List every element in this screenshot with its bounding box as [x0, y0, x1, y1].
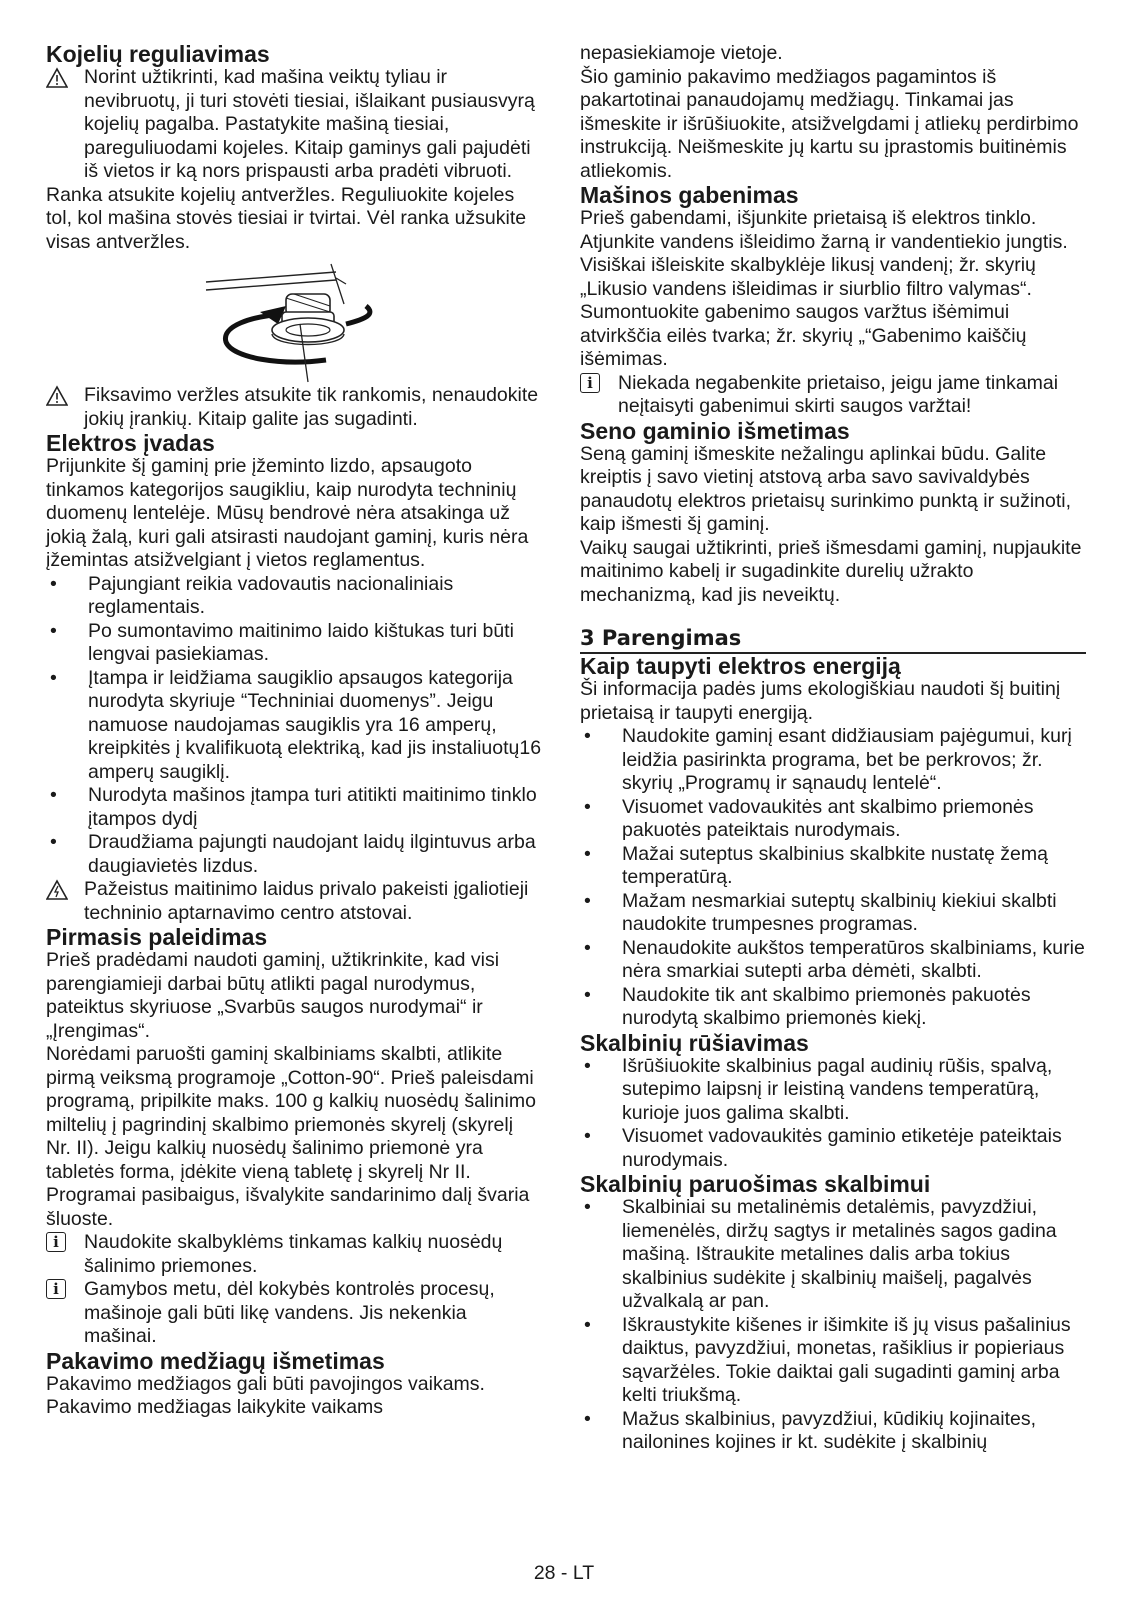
- bullet: •: [584, 1407, 591, 1430]
- list-item: • Visuomet vadovaukitės ant skalbimo priemonės pakuotės pateiktais nurodymais.: [580, 796, 1086, 843]
- paragraph: Prieš gabendami, išjunkite prietaisą iš elektros tinklo. Atjunkite vandens išleidimo žarną ir vandentiekio jungtis. Visiškai išleiskite skalbyklėje likusį vandenį; žr. skyrių „Likusio vandens išleidimas ir siurblio filtro valymas“. Sumontuokite gabenimo saugos varžtus išėmimui atvirkščia eilės tvarka; žr. skyrių „“Gabenimo kaiščių išėmimas.: [580, 207, 1068, 370]
- heading-old-product-disposal: Seno gaminio išmetimas: [580, 417, 850, 444]
- heading-first-use: Pirmasis paleidimas: [46, 924, 268, 950]
- warning-note: [46, 66, 543, 184]
- warning-triangle-icon: [46, 67, 68, 89]
- warning-text: Fiksavimo veržles atsukite tik rankomis, nenaudokite jokių įrankių. Kitaip galite jas sugadinti.: [84, 384, 539, 430]
- bullet: •: [584, 889, 591, 912]
- adjustable-foot-figure: [46, 254, 543, 384]
- bullet: •: [584, 936, 591, 959]
- heading-laundry-preparation: Skalbinių paruošimas skalbimui: [580, 1171, 931, 1197]
- bullet: •: [50, 666, 57, 689]
- heading-electrical-connection: Elektros įvadas: [46, 430, 215, 456]
- paragraph: Šio gaminio pakavimo medžiagos pagamintos iš pakartotinai panaudojamų medžiagų. Tinkamai jas išmeskite ir išrūšiuokite, atsižvelgdami į atliekų perdirbimo instrukciją. Neišmeskite jų kartu su įprastomis buitinėmis atliekomis.: [580, 65, 1079, 182]
- info-icon: i: [46, 1232, 66, 1252]
- list-item: • Nenaudokite aukštos temperatūros skalbiniams, kurie nėra smarkiai sutepti arba dėmėti, skalbti.: [580, 937, 1086, 984]
- list-item: • Išrūšiuokite skalbinius pagal audinių rūšis, spalvą, sutepimo laipsnį ir leistiną vandens temperatūrą, kurioje juos galima skalbti.: [580, 1055, 1086, 1126]
- electrical-warning-icon: [46, 879, 68, 901]
- list-item: • Pajungiant reikia vadovautis nacionaliniais reglamentais.: [46, 573, 543, 620]
- info-note: [46, 1231, 543, 1278]
- page-number: 28 - LT: [533, 1562, 595, 1584]
- bullet: •: [50, 831, 57, 853]
- bullet: •: [584, 842, 591, 865]
- warning-triangle-icon: [46, 385, 68, 407]
- warning-note: [46, 384, 543, 431]
- bullet: •: [584, 725, 591, 747]
- list-item: • Mažus skalbinius, pavyzdžiui, kūdikių kojinaites, nailonines kojines ir kt. sudėkite į skalbinių: [580, 1408, 1086, 1455]
- list-item: • Naudokite tik ant skalbimo priemonės pakuotės nurodytą skalbimo priemonės kiekį.: [580, 984, 1086, 1031]
- list-item: • Visuomet vadovaukitės gaminio etiketėje pateiktais nurodymais.: [580, 1125, 1086, 1172]
- bullet: •: [584, 1313, 591, 1336]
- heading-laundry-sorting: Skalbinių rūšiavimas: [580, 1029, 809, 1056]
- warning-text: Pažeistus maitinimo laidus privalo pakeisti įgaliotieji techninio aptarnavimo centro atstovai.: [84, 878, 529, 924]
- info-text: Gamybos metu, dėl kokybės kontrolės procesų, mašinoje gali būti likę vandens. Jis nekenkia mašinai.: [84, 1278, 495, 1347]
- paragraph: Vaikų saugai užtikrinti, prieš išmesdami gaminį, nupjaukite maitinimo kabelį ir sugadinkite durelių užrakto mechanizmą, kad jis neveiktų.: [580, 536, 1082, 606]
- bullet: •: [584, 1196, 591, 1218]
- list-item: • Draudžiama pajungti naudojant laidų ilgintuvus arba daugiavietės lizdus.: [46, 831, 543, 878]
- left-column: [46, 42, 543, 1420]
- list-item: • Naudokite gaminį esant didžiausiam pajėgumui, kurį leidžia pasirinkta programa, bet be perkrovos; žr. skyrių „Programų ir sąnaudų lentelė“.: [580, 725, 1086, 796]
- heading-foot-adjustment: Kojelių reguliavimas: [46, 41, 270, 67]
- bullet: •: [50, 572, 57, 595]
- list-item: • Iškraustykite kišenes ir išimkite iš jų visus pašalinius daiktus, pavyzdžiui, monetas, rašiklius ir popieriaus sąvaržėles. Tokie daiktai gali sugadinti gaminį arba kelti triukšmą.: [580, 1314, 1086, 1408]
- warning-text: Norint užtikrinti, kad mašina veiktų tyliau ir nevibruotų, ji turi stovėti tiesiai, išlaikant pusiausvyrą kojelių pagalba. Pastatykite mašiną tiesiai, pareguliuodami kojeles. Kitaip gaminys gali pajudėti iš vietos ir ką nors prispausti arba pradėti vibruoti.: [84, 66, 535, 182]
- paragraph: nepasiekiamoje vietoje.: [580, 42, 783, 64]
- paragraph: Seną gaminį išmeskite nežalingu aplinkai būdu. Galite kreiptis į savo vietinį atstovą arba savo savivaldybės panaudotų elektros prietaisų surinkimo punktą ir sužinoti, kaip išmesti šį gaminį.: [580, 442, 1072, 535]
- list-item: • Mažai suteptus skalbinius skalbkite nustatę žemą temperatūrą.: [580, 843, 1086, 890]
- bullet: •: [584, 795, 591, 818]
- heading-packaging-disposal: Pakavimo medžiagų išmetimas: [46, 1347, 385, 1374]
- bullet: •: [584, 1125, 591, 1147]
- bullet: •: [50, 619, 57, 642]
- list-item: • Skalbiniai su metalinėmis detalėmis, pavyzdžiui, liemenėlės, diržų sagtys ir metalinės sagos gadina mašiną. Ištraukite metalines dalis arba tokius skalbinius sudėkite į skalbinių maišelį, pagalvės užvalkalą ar pan.: [580, 1196, 1086, 1314]
- info-text: Niekada negabenkite prietaiso, jeigu jame tinkamai neįtaisyti gabenimui skirti saugos varžtai!: [618, 371, 1059, 417]
- paragraph: Prieš pradėdami naudoti gaminį, užtikrinkite, kad visi parengiamieji darbai būtų atlikti pagal nurodymus, pateiktus skyriuose „Svarbūs saugos nurodymai“ ir „Įrengimas“.: [46, 949, 500, 1042]
- bullet: •: [50, 784, 57, 806]
- heading-transport: Mašinos gabenimas: [580, 182, 799, 208]
- bullet: •: [584, 1054, 591, 1077]
- info-text: Naudokite skalbyklėms tinkamas kalkių nuosėdų šalinimo priemones.: [84, 1231, 503, 1277]
- bullet: •: [584, 983, 591, 1006]
- paragraph: Norėdami paruošti gaminį skalbiniams skalbti, atlikite pirmą veiksmą programoje „Cotton-90“. Prieš paleisdami programą, pripilkite maks. 100 g kalkių nuosėdų šalinimo miltelių į pagrindinį skalbimo priemonės skyrelį (skyrelį Nr. II). Jeigu kalkių nuosėdų šalinimo priemonė yra tabletės forma, įdėkite vieną tabletę į skyrelį Nr II. Programai pasibaigus, išvalykite sandarinimo dalį švaria šluoste.: [46, 1043, 536, 1230]
- foot-adjustment-illustration: [46, 254, 543, 384]
- paragraph: Ranka atsukite kojelių antveržles. Reguliuokite kojeles tol, kol mašina stovės tiesiai ir tvirtai. Vėl ranka užsukite visas antveržles.: [46, 183, 527, 253]
- list-item: • Mažam nesmarkiai suteptų skalbinių kiekiui skalbti naudokite trumpesnes programas.: [580, 890, 1086, 937]
- info-icon: i: [580, 373, 600, 393]
- paragraph: Prijunkite šį gaminį prie įžeminto lizdo, apsaugoto tinkamos kategorijos saugikliu, kaip nurodyta techninių duomenų lentelėje. Mūsų bendrovė nėra atsakinga už jokią žalą, kuri gali atsirasti naudojant gaminį, kuris nėra įžemintas atsižvelgiant į vietos reglamentus.: [46, 455, 529, 571]
- info-note: [580, 372, 1086, 419]
- list-item: • Įtampa ir leidžiama saugiklio apsaugos kategorija nurodyta skyriuje “Techniniai duomenys”. Jeigu namuose naudojamas saugiklis yra 16 amperų, kreipkitės į kvalifikuotą elektriką, kad jis instaliuotų16 amperų saugiklį.: [46, 667, 543, 785]
- paragraph: Ši informacija padės jums ekologiškiau naudoti šį buitinį prietaisą ir taupyti energiją.: [580, 678, 1061, 724]
- warning-note: [46, 878, 543, 925]
- paragraph: Pakavimo medžiagos gali būti pavojingos vaikams. Pakavimo medžiagas laikykite vaikams: [46, 1372, 485, 1418]
- chapter-title: 3 Parengimas: [580, 625, 1086, 654]
- info-icon: i: [46, 1279, 66, 1299]
- list-item: • Nurodyta mašinos įtampa turi atitikti maitinimo tinklo įtampos dydį: [46, 784, 543, 831]
- heading-energy-saving: Kaip taupyti elektros energiją: [580, 653, 901, 679]
- right-column: [580, 42, 1086, 1455]
- info-note: [46, 1278, 543, 1349]
- list-item: • Po sumontavimo maitinimo laido kištukas turi būti lengvai pasiekiamas.: [46, 620, 543, 667]
